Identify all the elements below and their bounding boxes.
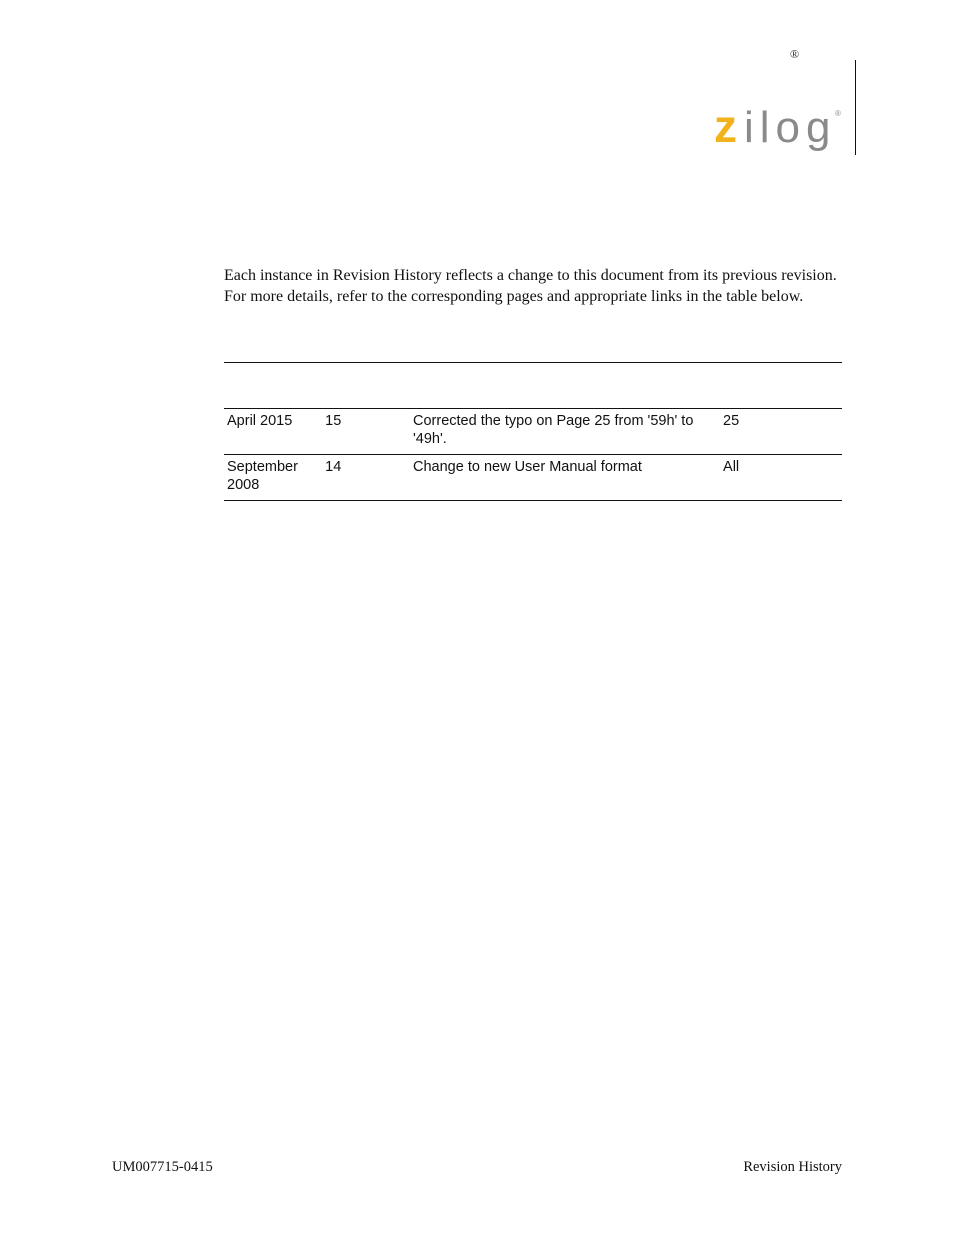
table-row <box>224 455 842 501</box>
logo-letter-z: z <box>714 100 737 152</box>
registered-trademark-mark: ® <box>790 47 800 61</box>
header-date <box>224 363 322 409</box>
zilog-logo <box>712 100 847 160</box>
cell-description: Corrected the typo on Page 25 from '59h' to '49h'. <box>410 409 720 455</box>
cell-page-link[interactable]: All <box>720 455 842 501</box>
table-header-row <box>224 363 842 409</box>
footer-section-title: Revision History <box>743 1159 842 1175</box>
table-row <box>224 409 842 455</box>
cell-date: September 2008 <box>224 455 322 501</box>
footer-document-id: UM007715-0415 <box>112 1159 213 1175</box>
cell-description: Change to new User Manual format <box>410 455 720 501</box>
header-description <box>410 363 720 409</box>
cell-revision: 14 <box>322 455 410 501</box>
header-page <box>720 363 842 409</box>
cell-date: April 2015 <box>224 409 322 455</box>
header-vertical-rule <box>855 60 856 155</box>
logo-letters-ilog: ilog <box>744 103 837 152</box>
revision-history-table <box>224 363 842 501</box>
logo-registered-icon: ® <box>835 109 841 118</box>
header-revision <box>322 363 410 409</box>
cell-revision: 15 <box>322 409 410 455</box>
cell-page-link[interactable]: 25 <box>720 409 842 455</box>
intro-paragraph: Each instance in Revision History reflects a change to this document from its previous revision. For more details, refer to the corresponding pages and appropriate links in the table below. <box>224 267 837 305</box>
